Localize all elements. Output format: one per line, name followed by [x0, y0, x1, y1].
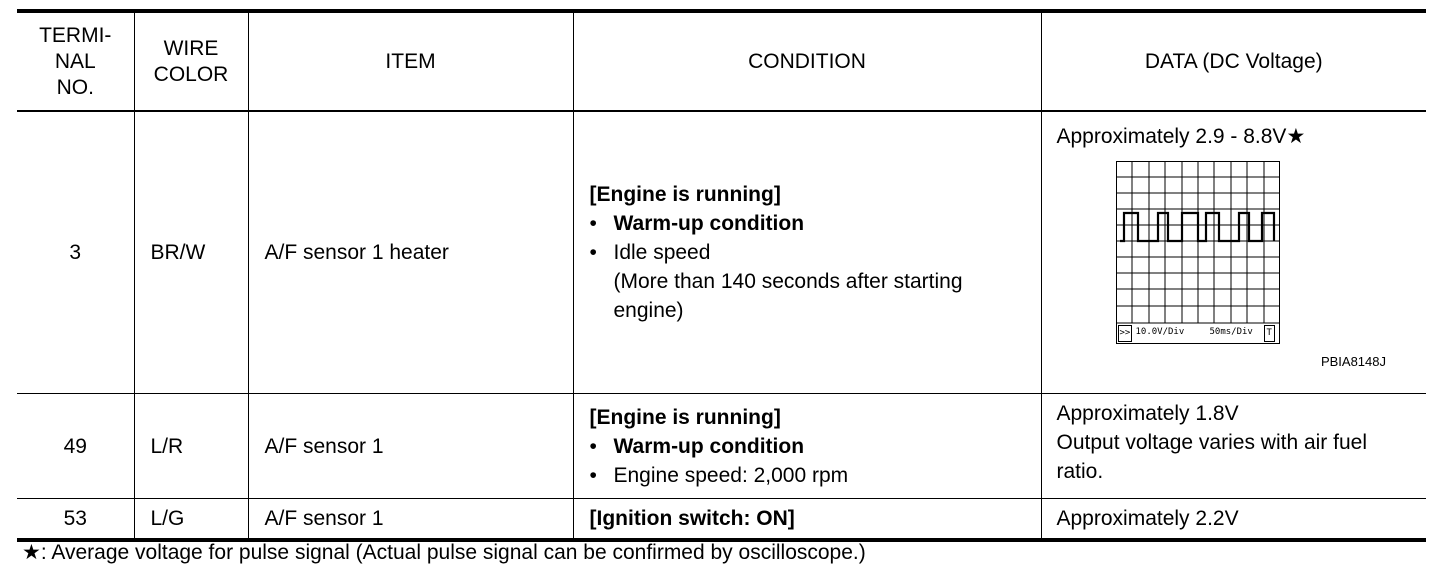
- data-note: ratio.: [1056, 460, 1104, 483]
- data-value: Approximately 1.8V: [1056, 402, 1239, 425]
- terminal-cell: 53: [17, 499, 134, 541]
- table-row: [17, 499, 1426, 541]
- condition-cell: [573, 394, 1041, 499]
- condition-header: [Engine is running]: [589, 405, 781, 429]
- wire-color-cell: BR/W: [134, 111, 248, 394]
- wire-color-cell: L/G: [134, 499, 248, 541]
- condition-header: [Engine is running]: [589, 183, 781, 206]
- footnote: ★: Average voltage for pulse signal (Actual pulse signal can be confirmed by oscilloscope.): [22, 541, 866, 564]
- oscilloscope-frame: [1116, 161, 1280, 344]
- condition-bullet-text: Warm-up condition: [613, 212, 805, 235]
- condition-cell: [573, 499, 1041, 541]
- condition-note: engine): [613, 299, 684, 322]
- volt-per-div: 10.0V/Div: [1135, 327, 1185, 337]
- trigger-marker: T: [1264, 325, 1275, 342]
- condition-note: (More than 140 seconds after starting: [613, 270, 963, 293]
- condition-bullet-text: Engine speed: 2,000 rpm: [613, 463, 849, 487]
- header-data: DATA (DC Voltage): [1041, 11, 1426, 111]
- time-per-div: 50ms/Div: [1209, 327, 1253, 337]
- table-header-row: [17, 11, 1426, 111]
- oscilloscope-waveform: [1116, 161, 1280, 344]
- table-row: [17, 111, 1426, 394]
- header-terminal-no: TERMI- NAL NO.: [17, 11, 134, 111]
- header-wire-color: WIRE COLOR: [134, 11, 248, 111]
- header-condition: CONDITION: [573, 11, 1041, 111]
- condition-bullet-text: Warm-up condition: [613, 434, 805, 458]
- wire-color-cell: L/R: [134, 394, 248, 499]
- data-value: Approximately 2.9 - 8.8V★: [1056, 125, 1306, 148]
- condition-header: [Ignition switch: ON]: [589, 507, 795, 530]
- item-cell: A/F sensor 1 heater: [248, 111, 573, 394]
- terminal-cell: 49: [17, 394, 134, 499]
- figure-id: PBIA8148J: [1320, 354, 1386, 369]
- condition-bullet: • Idle speed: [590, 238, 1031, 267]
- condition-cell: [573, 111, 1041, 394]
- range-marker: >>: [1118, 325, 1133, 342]
- header-item: ITEM: [248, 11, 573, 111]
- data-cell: [1041, 111, 1426, 394]
- condition-bullet: • Warm-up condition: [590, 432, 1031, 461]
- table-row: [17, 394, 1426, 499]
- data-cell: [1041, 394, 1426, 499]
- condition-bullet: • Warm-up condition: [590, 209, 1031, 238]
- condition-bullet: • Engine speed: 2,000 rpm: [590, 461, 1031, 490]
- oscilloscope-settings: [1116, 323, 1280, 344]
- data-note: Output voltage varies with air fuel: [1056, 431, 1367, 454]
- item-cell: A/F sensor 1: [248, 499, 573, 541]
- terminal-data-table-container: [17, 9, 1426, 542]
- data-cell: [1041, 499, 1426, 541]
- terminal-cell: 3: [17, 111, 134, 394]
- item-cell: A/F sensor 1: [248, 394, 573, 499]
- condition-bullet-text: Idle speed: [613, 241, 711, 264]
- terminal-data-table: [17, 9, 1426, 542]
- data-value: Approximately 2.2V: [1056, 507, 1239, 530]
